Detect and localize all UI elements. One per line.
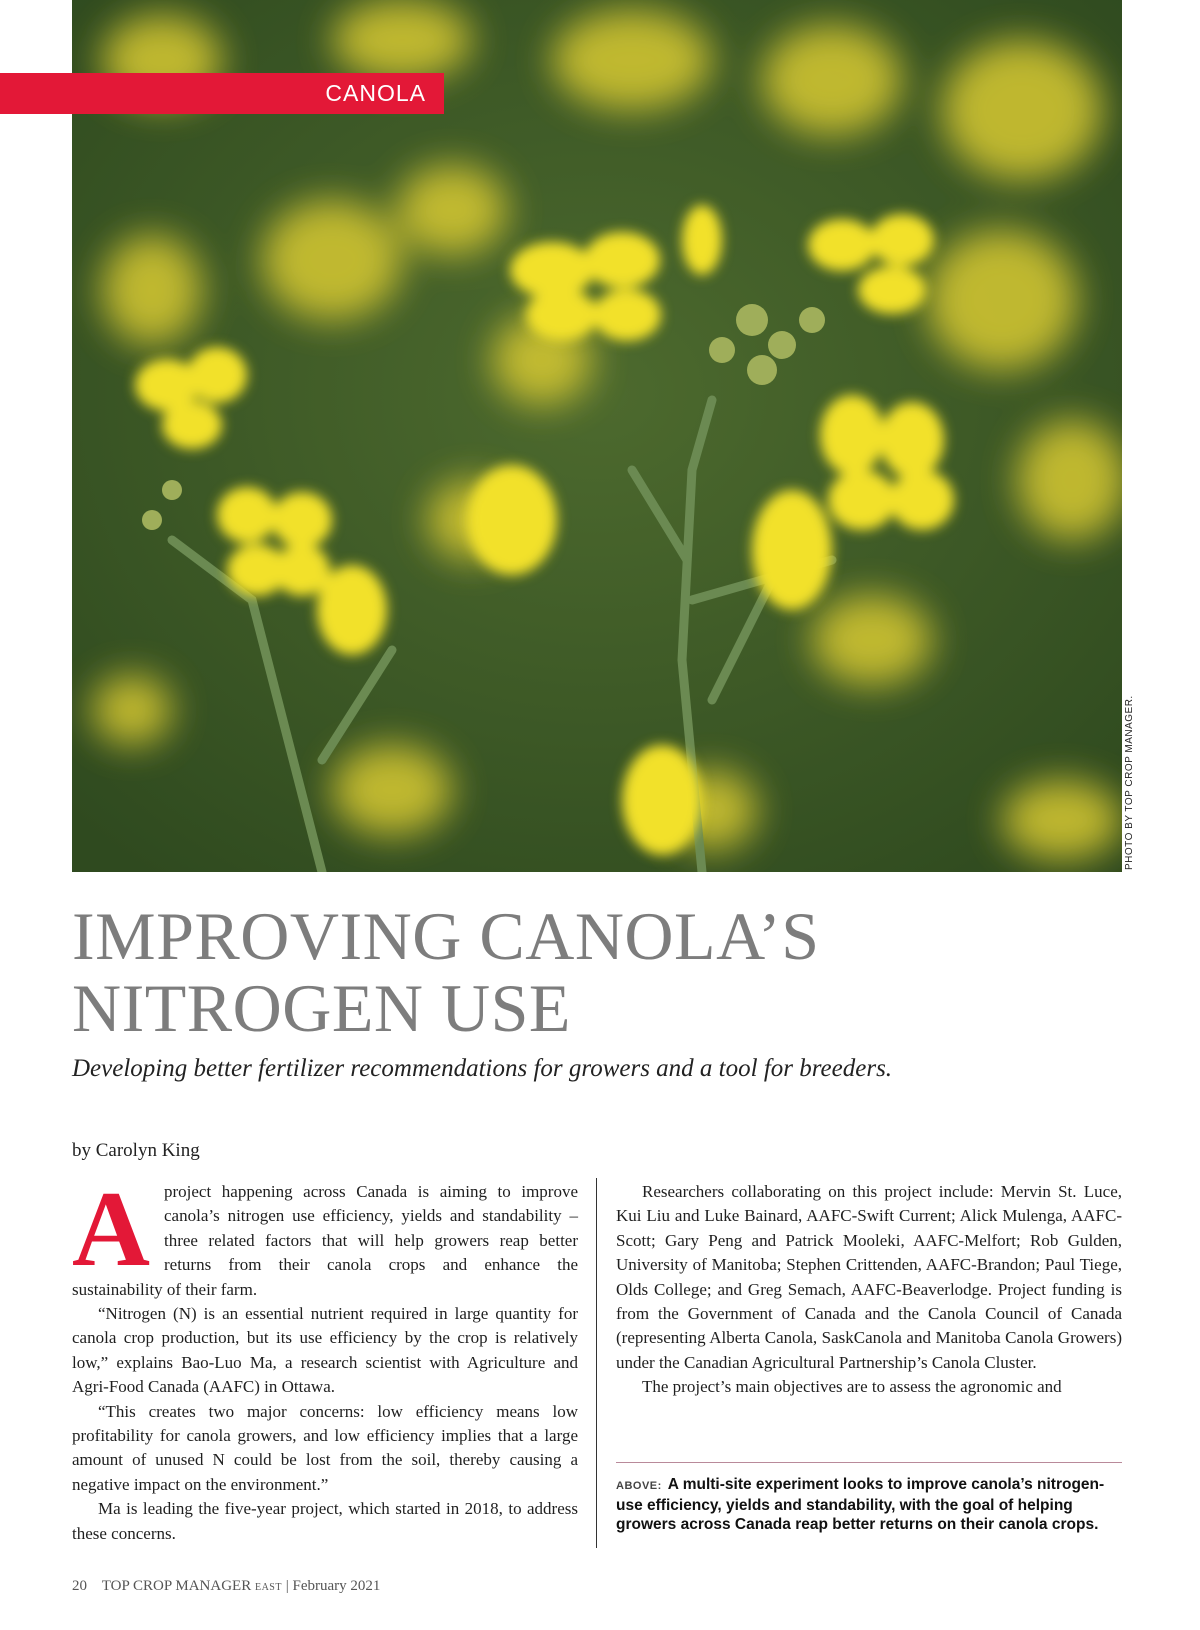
caption-text: A multi-site experiment looks to improve canola’s nitrogen-use efficiency, yields and standability, with the goal of helping growers across Canada reap better returns on their canola crops. [616,1476,1105,1533]
photo-caption [616,1475,1122,1534]
magazine-name: TOP CROP MANAGER [101,1578,252,1594]
page-footer [72,1578,380,1595]
magazine-edition: EAST [254,1582,282,1593]
paragraph: “This creates two major concerns: low efficiency means low profitability for canola growers, and low efficiency implies that a large amount of unused N could be lost from the soil, thereby causing a negative impact on the environment.” [72,1401,578,1494]
byline: by Carolyn King [72,1140,200,1161]
paragraph-text: project happening across Canada is aiming to improve canola’s nitrogen use efficiency, yields and standability – three related factors that will help growers reap better returns from their canola crops and enhance the sustainability of their farm. [72,1182,578,1299]
paragraph [72,1170,578,1302]
drop-cap: A [72,1170,150,1289]
paragraph: “Nitrogen (N) is an essential nutrient required in large quantity for canola crop production, but its use efficiency by the crop is relatively low,” explains Bao-Luo Ma, a research scientist with Agriculture and Agri-Food Canada (AAFC) in Ottawa. [72,1304,578,1397]
article-column-2 [616,1180,1122,1400]
section-tag: CANOLA [0,73,444,114]
paragraph: Ma is leading the five-year project, which started in 2018, to address these concerns. [72,1499,578,1543]
headline-line-1: IMPROVING CANOLA’S [72,898,820,974]
dek: Developing better fertilizer recommendations for growers and a tool for breeders. [72,1055,893,1082]
headline [72,900,1122,1044]
photo-credit: PHOTO BY TOP CROP MANAGER. [1124,695,1135,870]
caption-label: ABOVE: [616,1480,662,1492]
headline-line-2: NITROGEN USE [72,970,571,1046]
paragraph: The project’s main objectives are to assess the agronomic and [642,1377,1062,1397]
issue-date: | February 2021 [285,1578,381,1594]
article-column-1 [72,1170,578,1546]
paragraph: Researchers collaborating on this project include: Mervin St. Luce, Kui Liu and Luke Bainard, AAFC-Swift Current; Alick Mulenga, AAFC-Scott; Gary Peng and Patrick Mooleki, AAFC-Melfort; Rob Gulden, University of Manitoba; Stephen Crittenden, AAFC-Brandon; Paul Tiege, Olds College; and Greg Semach, AAFC-Beaverlodge. Project funding is from the Government of Canada and the Canola Council of Canada (representing Alberta Canola, SaskCanola and Manitoba Canola Growers) under the Canadian Agricultural Partnership’s Canola Cluster. [616,1182,1122,1372]
column-divider [596,1178,597,1548]
caption-divider [616,1462,1122,1463]
page-number: 20 [72,1578,87,1594]
canola-photo [72,0,1122,872]
